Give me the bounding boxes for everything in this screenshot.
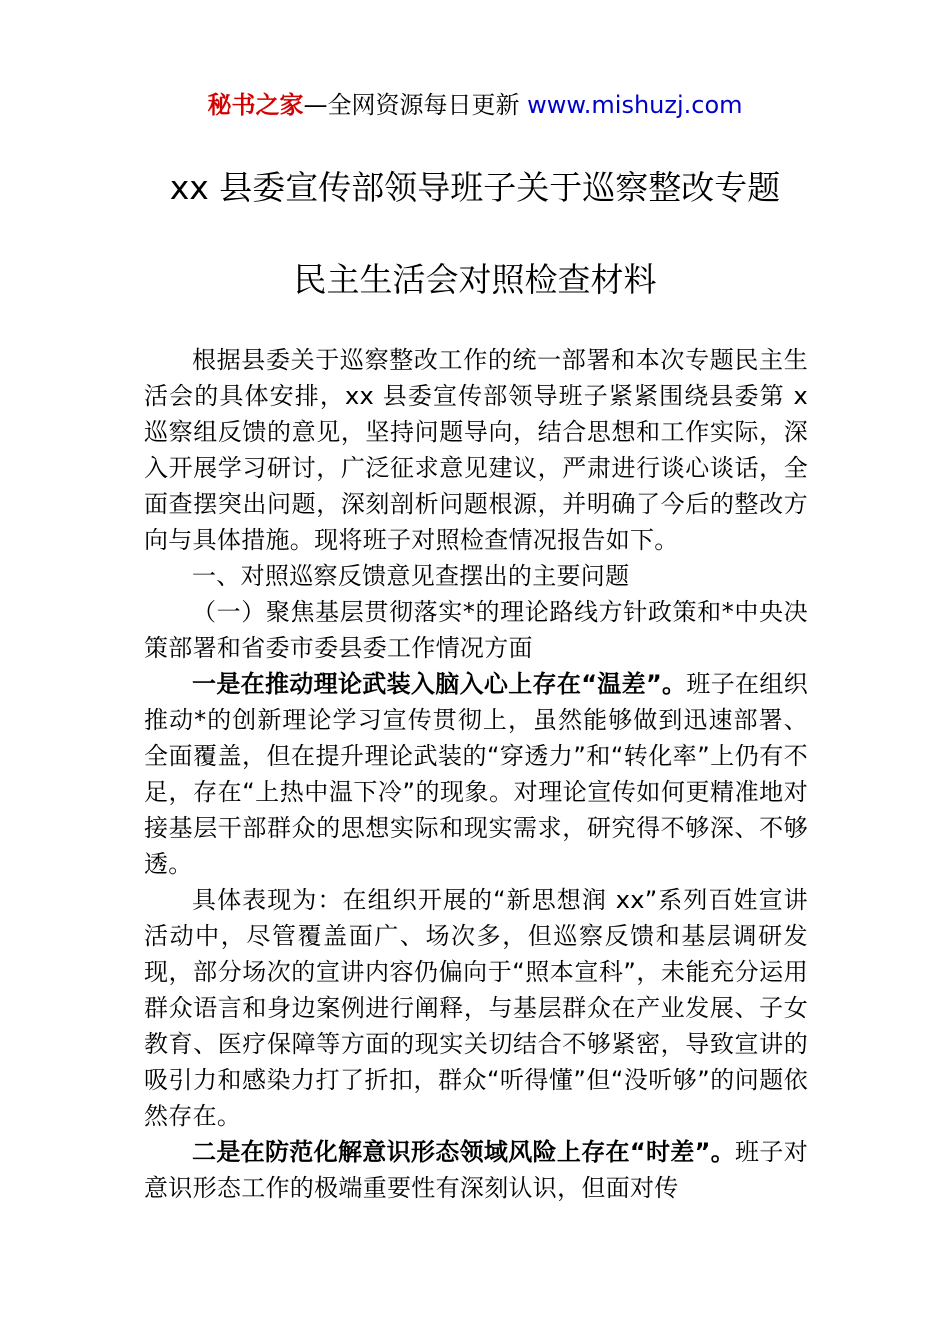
document-title-line-1: xx 县委宣传部领导班子关于巡察整改专题 <box>169 168 781 207</box>
page-header <box>0 88 950 122</box>
subsection-heading: （一）聚焦基层贯彻落实*的理论路线方针政策和*中央决策部署和省委市委县委工作情况方面 <box>144 598 808 662</box>
site-link[interactable]: www.mishuzj.com <box>527 91 743 119</box>
problem-one-text: 班子在组织推动*的创新理论学习宣传贯彻上，虽然能够做到迅速部署、全面覆盖，但在提升理论武装的“穿透力”和“转化率”上仍有不足，存在“上热中温下冷”的现象。对理论宣传如何更精准地对接基层干部群众的思想实际和现实需求，研究得不够深、不够透。 <box>144 670 808 878</box>
problem-two-lead: 二是在防范化解意识形态领域风险上存在“时差”。 <box>192 1138 736 1166</box>
brand-name: 秘书之家 <box>207 91 304 119</box>
document-body <box>144 342 808 1206</box>
details-paragraph: 具体表现为：在组织开展的“新思想润 xx”系列百姓宣讲活动中，尽管覆盖面广、场次多，但巡察反馈和基层调研发现，部分场次的宣讲内容仍偏向于“照本宣科”，未能充分运用群众语言和身边案例进行阐释，与基层群众在产业发展、子女教育、医疗保障等方面的现实关切结合不够紧密，导致宣讲的吸引力和感染力打了折扣，群众“听得懂”但“没听够”的问题依然存在。 <box>144 886 808 1130</box>
document-title-line-2: 民主生活会对照检查材料 <box>293 260 657 299</box>
problem-two-paragraph <box>144 1134 808 1206</box>
problem-two-text: 班子对意识形态工作的极端重要性有深刻认识，但面对传 <box>144 1138 808 1202</box>
header-tagline: —全网资源每日更新 <box>303 91 528 119</box>
section-heading: 一、对照巡察反馈意见查摆出的主要问题 <box>192 562 630 590</box>
problem-one-paragraph <box>144 666 808 882</box>
intro-paragraph: 根据县委关于巡察整改工作的统一部署和本次专题民主生活会的具体安排，xx 县委宣传部领导班子紧紧围绕县委第 x 巡察组反馈的意见，坚持问题导向，结合思想和工作实际，深入开展学习研讨，广泛征求意见建议，严肃进行谈心谈话，全面查摆突出问题，深刻剖析问题根源，并明确了今后的整改方向与具体措施。现将班子对照检查情况报告如下。 <box>144 346 808 554</box>
problem-one-lead: 一是在推动理论武装入脑入心上存在“温差”。 <box>192 670 687 698</box>
